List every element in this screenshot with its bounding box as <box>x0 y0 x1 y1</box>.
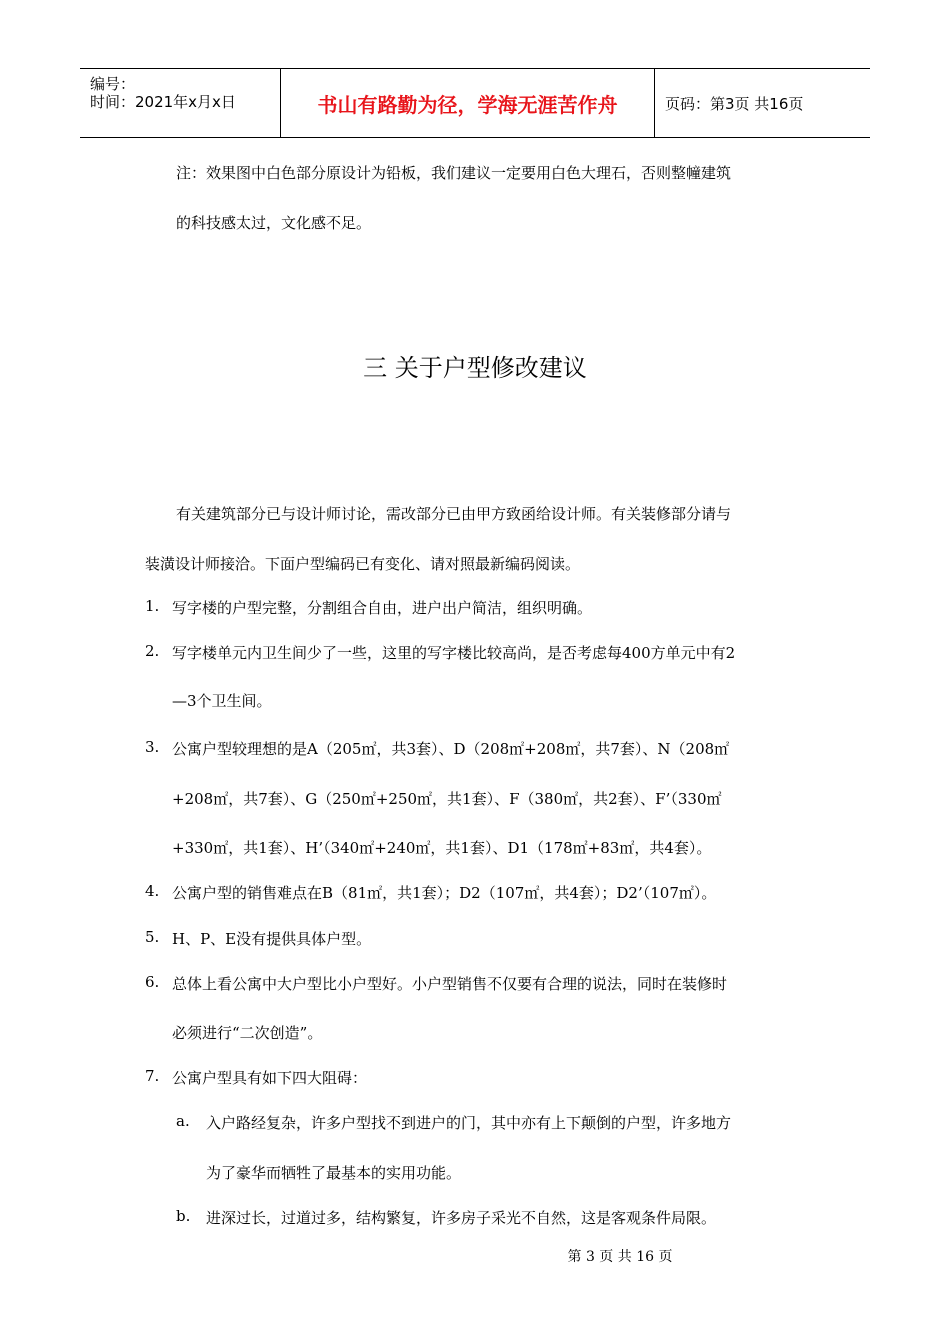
list-item-number: 1. <box>145 597 160 615</box>
list-item-number: 4. <box>145 882 160 900</box>
list-item-number: 2. <box>145 642 160 660</box>
section-title: 三 关于户型修改建议 <box>363 354 587 382</box>
list-item-number: 6. <box>145 973 160 991</box>
header-motto: 书山有路勤为径，学海无涯苦作舟 <box>281 69 655 137</box>
list-item-text: 公寓户型较理想的是A（205㎡，共3套）、D（208㎡+208㎡，共7套）、N（208㎡ <box>172 740 730 758</box>
page-header <box>80 68 870 138</box>
list-item-text: H、P、E没有提供具体户型。 <box>172 930 372 948</box>
intro-line: 有关建筑部分已与设计师讨论，需改部分已由甲方致函给设计师。有关装修部分请与 <box>176 505 732 523</box>
sub-item-letter: a. <box>176 1112 190 1130</box>
list-item-text: 公寓户型的销售难点在B（81㎡，共1套）；D2（107㎡，共4套）；D2’（107㎡）。 <box>172 884 717 902</box>
document-time-label: 时间：2021年x月x日 <box>90 93 236 111</box>
list-item-text: 必须进行“二次创造”。 <box>172 1024 323 1042</box>
sub-item-text: 进深过长，过道过多，结构繁复，许多房子采光不自然，这是客观条件局限。 <box>206 1209 717 1227</box>
list-item-number: 7. <box>145 1067 160 1085</box>
sub-item-text: 为了豪华而牺牲了最基本的实用功能。 <box>206 1164 462 1182</box>
list-item-text: +208㎡，共7套）、G（250㎡+250㎡，共1套）、F（380㎡，共2套）、F’（330㎡ <box>172 790 722 808</box>
list-item-number: 5. <box>145 928 160 946</box>
list-item-text: 总体上看公寓中大户型比小户型好。小户型销售不仅要有合理的说法，同时在装修时 <box>172 975 728 993</box>
intro-line: 装潢设计师接洽。下面户型编码已有变化、请对照最新编码阅读。 <box>145 555 581 573</box>
list-item-text: —3个卫生间。 <box>172 692 272 710</box>
header-page-label: 页码：第3页 共16页 <box>665 94 804 113</box>
note-line: 的科技感太过，文化感不足。 <box>176 214 372 232</box>
list-item-text: +330㎡，共1套）、H’（340㎡+240㎡，共1套）、D1（178㎡+83㎡，共4套）。 <box>172 839 712 857</box>
list-item-number: 3. <box>145 738 160 756</box>
list-item-text: 写字楼单元内卫生间少了一些，这里的写字楼比较高尚，是否考虑每400方单元中有2 <box>172 644 736 662</box>
list-item-text: 公寓户型具有如下四大阻碍： <box>172 1069 368 1087</box>
note-line: 注：效果图中白色部分原设计为铅板，我们建议一定要用白色大理石，否则整幢建筑 <box>176 164 732 182</box>
header-info-cell <box>80 69 281 137</box>
list-item-text: 写字楼的户型完整，分割组合自由，进户出户简洁，组织明确。 <box>172 599 593 617</box>
document-number-label: 编号： <box>90 75 136 93</box>
sub-item-text: 入户路经复杂，许多户型找不到进户的门，其中亦有上下颠倒的户型，许多地方 <box>206 1114 732 1132</box>
page-footer: 第 3 页 共 16 页 <box>567 1249 673 1265</box>
sub-item-letter: b. <box>176 1207 191 1225</box>
